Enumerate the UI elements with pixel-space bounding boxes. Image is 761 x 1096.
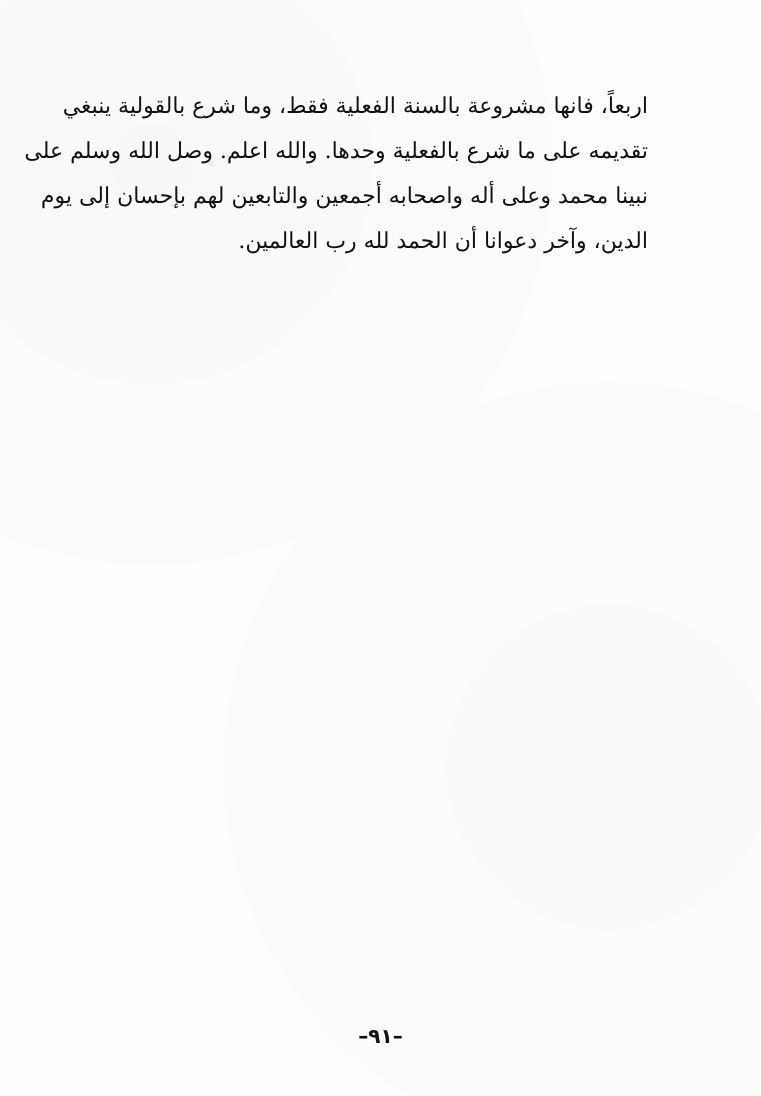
body-text: [24, 84, 648, 264]
page-number: –٩١–: [358, 1024, 403, 1048]
text-line-4: الدين، وآخر دعوانا أن الحمد لله رب العالمين.: [238, 229, 648, 254]
text-line-1: اربعاً، فانها مشروعة بالسنة الفعلية فقط، وما شرع بالقولية ينبغي: [62, 94, 648, 119]
text-line-3: نبينا محمد وعلى أله واصحابه أجمعين والتابعين لهم بإحسان إلى يوم: [40, 184, 648, 209]
text-line-2: تقديمه على ما شرع بالفعلية وحدها. والله اعلم. وصل الله وسلم على: [24, 139, 648, 164]
